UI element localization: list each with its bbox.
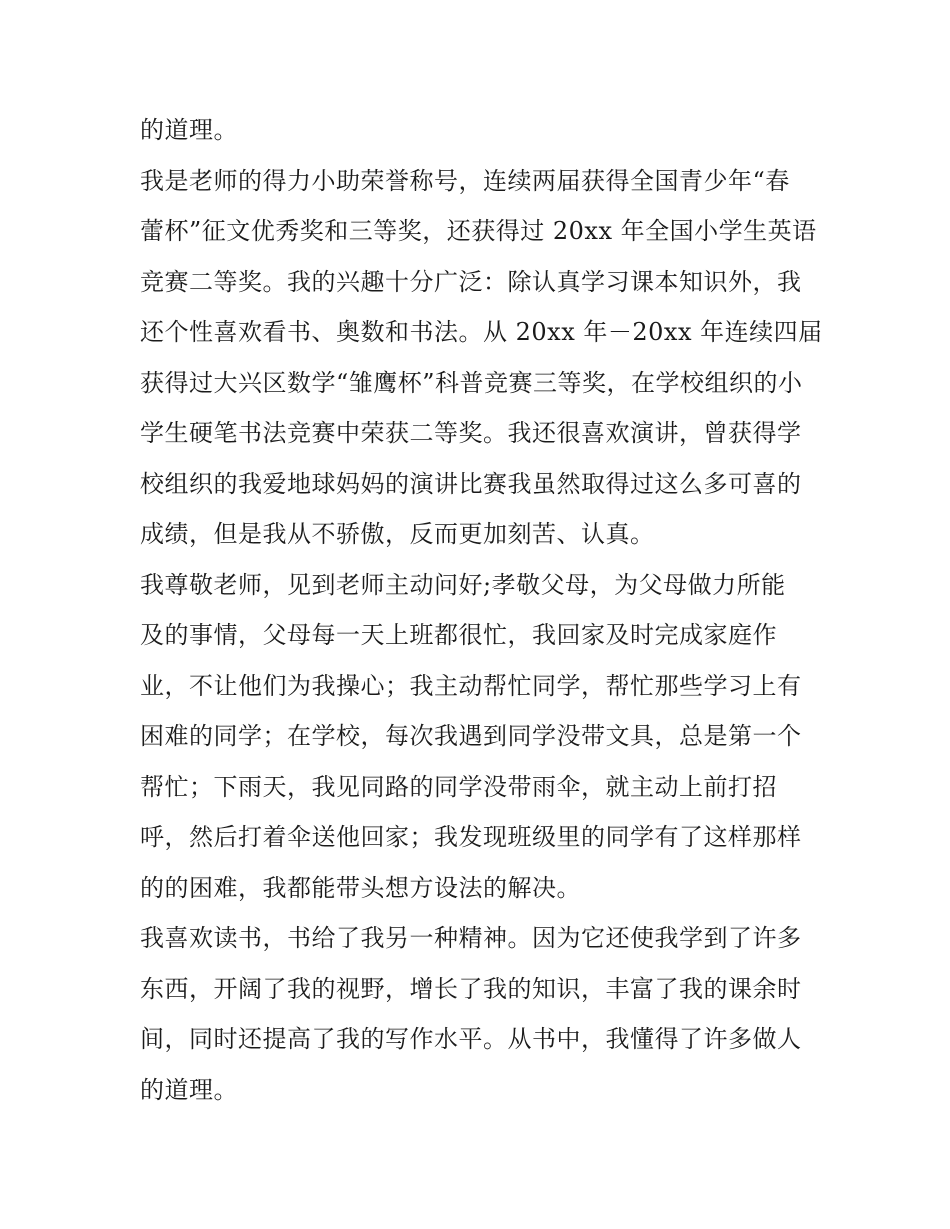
text-line: 我喜欢读书，书给了我另一种精神。因为它还使我学到了许多 [140,924,802,952]
text-line: 还个性喜欢看书、奥数和书法。从 20xx 年－20xx 年连续四届 [140,318,823,346]
text-line: 困难的同学；在学校，每次我遇到同学没带文具，总是第一个 [140,722,802,750]
text-line: 帮忙；下雨天，我见同路的同学没带雨伞，就主动上前打招 [140,772,777,801]
text-line: 我是老师的得力小助荣誉称号，连续两届获得全国青少年“春 [140,166,790,195]
text-line: 竞赛二等奖。我的兴趣十分广泛：除认真学习课本知识外，我 [140,267,802,296]
text-line: 的的困难，我都能带头想方设法的解决。 [140,873,581,902]
text-line: 校组织的我爱地球妈妈的演讲比赛我虽然取得过这么多可喜的 [140,469,802,498]
text-line: 学生硬笔书法竞赛中荣获二等奖。我还很喜欢演讲，曾获得学 [140,419,802,447]
text-line: 的道理。 [140,1075,238,1104]
text-line: 及的事情，父母每一天上班都很忙，我回家及时完成家庭作 [140,621,777,649]
document-body [140,105,823,1115]
text-line: 蕾杯”征文优秀奖和三等奖，还获得过 20xx 年全国小学生英语 [140,217,817,245]
text-line: 成绩，但是我从不骄傲，反而更加刻苦、认真。 [140,520,655,548]
text-line: 获得过大兴区数学“雏鹰杯”科普竞赛三等奖，在学校组织的小 [140,368,803,397]
text-line: 业，不让他们为我操心；我主动帮忙同学，帮忙那些学习上有 [140,671,802,700]
text-line: 呼，然后打着伞送他回家；我发现班级里的同学有了这样那样 [140,823,802,851]
text-line: 我尊敬老师，见到老师主动问好;孝敬父母，为父母做力所能 [140,570,786,599]
text-line: 间，同时还提高了我的写作水平。从书中，我懂得了许多做人 [140,1025,802,1053]
text-line: 的道理。 [140,116,238,144]
text-line: 东西，开阔了我的视野，增长了我的知识，丰富了我的课余时 [140,974,802,1003]
